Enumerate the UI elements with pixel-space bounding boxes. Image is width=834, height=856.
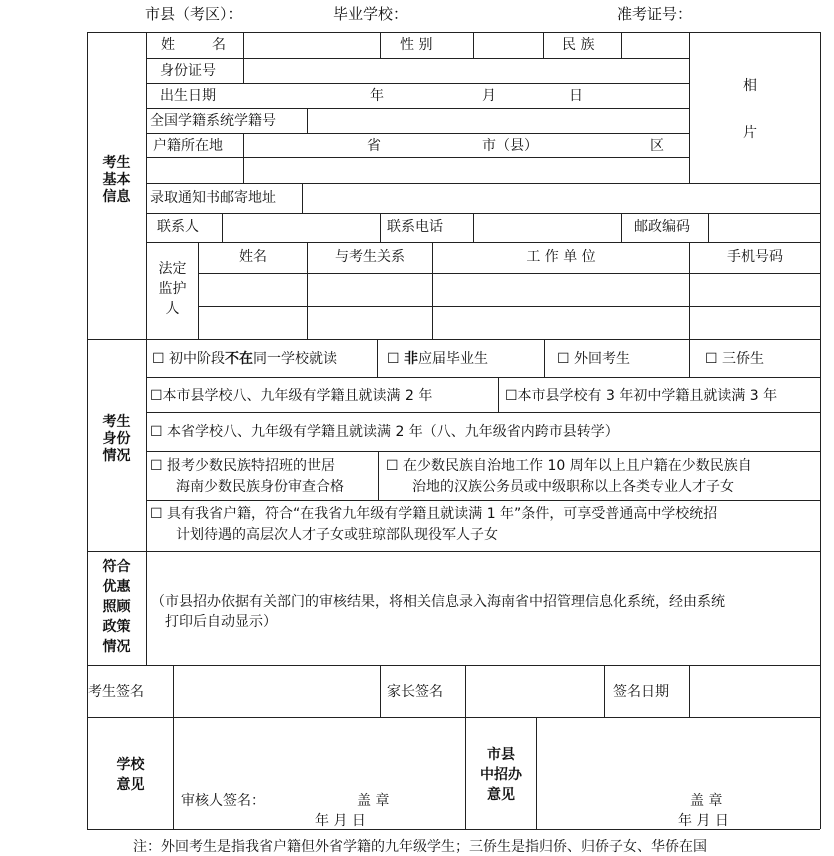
option-overseas-chinese[interactable]: ☐ 三侨生: [705, 351, 765, 367]
birth-year-label: 年: [370, 88, 384, 104]
parent-signature-label: 家长签名: [387, 684, 443, 700]
option-talent-or-military[interactable]: ☐ 具有我省户籍，符合“在我省九年级有学籍且就读满 1 年”条件，可享受普通高中学校统招 计划待遇的高层次人才子女或驻琼部队现役军人子女: [150, 506, 718, 543]
student-reg-number-field[interactable]: [308, 109, 688, 132]
name-field[interactable]: [244, 33, 379, 57]
school-label: 毕业学校：: [333, 5, 409, 23]
birth-day-label: 日: [569, 88, 583, 104]
option-ethnic-minority-class[interactable]: ☐ 报考少数民族特招班的世居 海南少数民族身份审查合格: [150, 458, 344, 495]
gender-field[interactable]: [474, 33, 542, 57]
parent-signature-field[interactable]: [466, 666, 603, 716]
id-number-field[interactable]: [244, 59, 688, 82]
phone-field[interactable]: [474, 214, 620, 241]
option-autonomous-region-staff[interactable]: ☐ 在少数民族自治地工作 10 周年以上且户籍在少数民族自 治地的汉族公务员或中级职称以上各类专业人才子女: [386, 458, 752, 495]
photo-label-b: 片: [743, 125, 757, 141]
option-not-same-school[interactable]: ☐ 初中阶段不在同一学校就读: [152, 351, 338, 367]
signature-date-label: 签名日期: [613, 684, 669, 700]
guardian-workplace-header: 工 作 单 位: [526, 249, 596, 265]
guardian-relation-header: 与考生关系: [335, 249, 405, 265]
province-label: 省: [367, 138, 381, 154]
postcode-field[interactable]: [709, 214, 819, 241]
option-local-two-years[interactable]: ☐本市县学校八、九年级有学籍且就读满 2 年: [150, 388, 433, 404]
school-opinion-label: 学校 意见: [116, 757, 145, 793]
option-returning-student[interactable]: ☐ 外回考生: [557, 351, 631, 367]
guardian-name-header: 姓名: [239, 249, 267, 265]
phone-label: 联系电话: [387, 219, 443, 235]
reviewer-signature-label: 审核人签名：: [181, 793, 265, 809]
county-office-opinion-label: 市县 中招办 意见: [480, 747, 522, 803]
identity-status-section-label: 考生 身份 情况: [102, 414, 131, 464]
student-signature-label: 考生签名: [88, 684, 144, 700]
exam-number-label: 准考证号：: [617, 5, 693, 23]
postcode-label: 邮政编码: [634, 219, 690, 235]
option-province-two-years[interactable]: ☐ 本省学校八、九年级有学籍且就读满 2 年（八、九年级省内跨市县转学）: [150, 424, 619, 440]
birth-date-label: 出生日期: [160, 88, 216, 104]
option-non-graduate[interactable]: ☐ 非应届毕业生: [387, 351, 489, 367]
guardian-mobile-header: 手机号码: [727, 249, 783, 265]
city-label: 市（县）: [482, 138, 538, 154]
school-seal-label: 盖 章: [357, 793, 390, 809]
footer-note: 注：外回考生是指我省户籍但外省学籍的九年级学生；三侨生是指归侨、归侨子女、华侨在国: [133, 839, 707, 855]
county-label: 市县（考区）：: [145, 5, 243, 23]
photo-label-a: 相: [743, 78, 757, 94]
guardian-label: 法定 监护 人: [158, 261, 187, 317]
policy-description: （市县招办依据有关部门的审核结果，将相关信息录入海南省中招管理信息化系统，经由系统 打印后自动显示）: [151, 594, 725, 630]
student-reg-number-label: 全国学籍系统学籍号: [150, 113, 276, 129]
photo-box[interactable]: [690, 33, 819, 182]
signature-date-field[interactable]: [690, 666, 819, 716]
name-label-b: 名: [212, 37, 226, 53]
id-number-label: 身份证号: [160, 63, 216, 79]
student-signature-field[interactable]: [174, 666, 379, 716]
hukou-label: 户籍所在地: [153, 138, 223, 154]
school-opinion-date: 年 月 日: [315, 813, 366, 829]
birth-month-label: 月: [482, 88, 496, 104]
name-label-a: 姓: [161, 37, 175, 53]
contact-person-label: 联系人: [157, 219, 199, 235]
mailing-address-field[interactable]: [303, 184, 819, 212]
policy-section-label: 符合 优惠 照顾 政策 情况: [102, 559, 131, 655]
mailing-address-label: 录取通知书邮寄地址: [150, 190, 276, 206]
district-label: 区: [650, 138, 664, 154]
contact-person-field[interactable]: [223, 214, 379, 241]
ethnicity-label: 民 族: [562, 37, 595, 53]
option-local-three-years[interactable]: ☐本市县学校有 3 年初中学籍且就读满 3 年: [505, 388, 778, 404]
gender-label: 性 别: [400, 37, 433, 53]
ethnicity-field[interactable]: [622, 33, 688, 57]
basic-info-section-label: 考生 基本 信息: [102, 155, 131, 205]
office-seal-label: 盖 章: [690, 793, 723, 809]
office-opinion-date: 年 月 日: [678, 813, 729, 829]
